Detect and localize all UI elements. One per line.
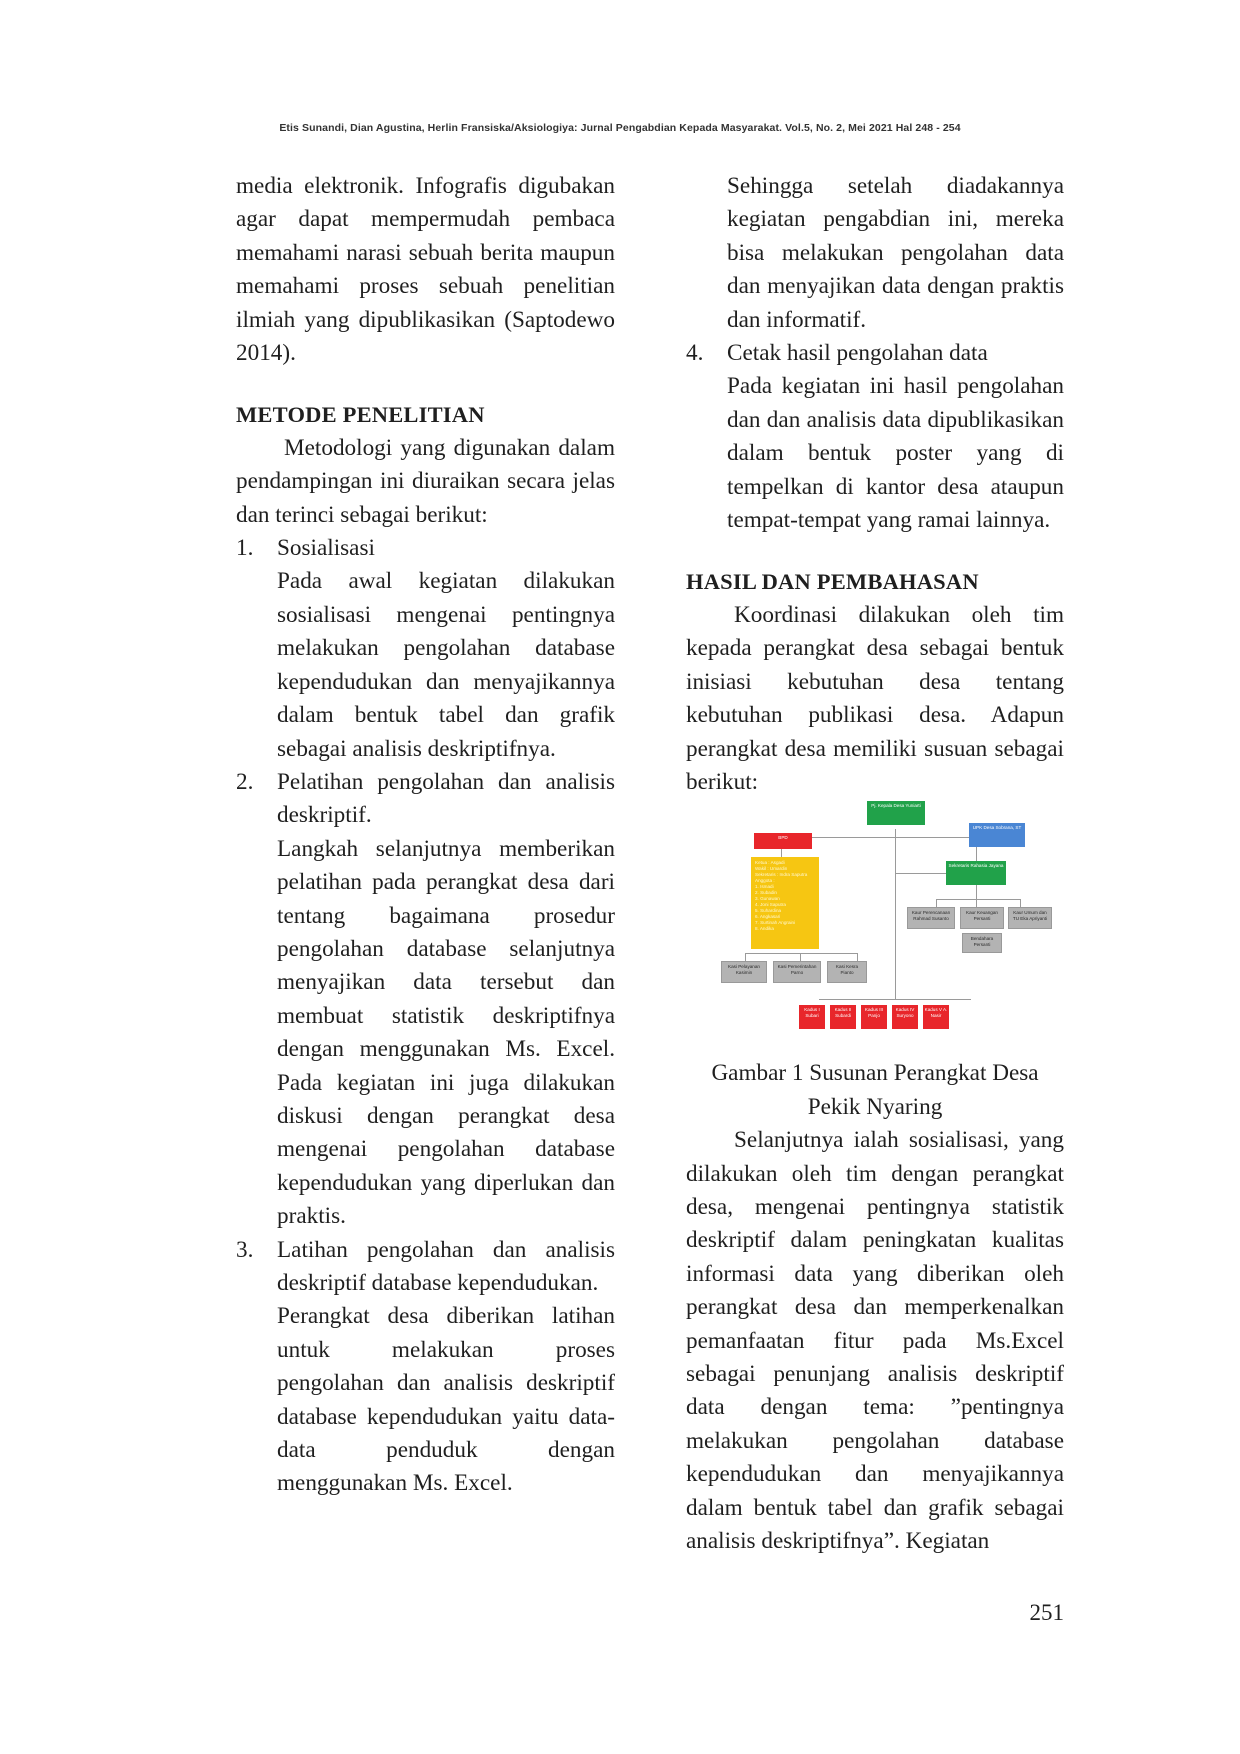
method-item-2 xyxy=(236,766,615,1234)
item-body: Langkah selanjutnya memberikan pelatihan pada perangkat desa dari tentang bagaimana prosedur pengolahan database selanjutnya menyajikan data tersebut dan membuat statistik deskriptifnya dengan menggunakan Ms. Excel. Pada kegiatan ini juga dilakukan diskusi dengan perangkat desa mengenai pengolahan database kependudukan yang diperlukan dan praktis. xyxy=(277,835,615,1230)
connector-line xyxy=(800,953,801,961)
section-heading-hasil: HASIL DAN PEMBAHASAN xyxy=(686,569,979,595)
closing-paragraph: Selanjutnya ialah sosialisasi, yang dilakukan oleh tim dengan perangkat desa, mengenai pentingnya statistik deskriptif dalam peningkatan kualitas informasi data yang diberikan oleh perangkat desa dan memperkenalkan pemanfaatan fitur pada Ms.Excel sebagai penunjang analisis deskriptif data dengan tema: ”pentingnya melakukan pengolahan database kependudukan dan menyajikannya dalam bentuk tabel dan grafik sebagai analisis deskriptifnya”. Kegiatan xyxy=(686,1127,1064,1554)
item-number: 4. xyxy=(686,340,704,367)
intro-paragraph: media elektronik. Infografis digubakan agar dapat mempermudah pembaca memahami narasi sebuah berita maupun memahami proses sebuah penelitian ilmiah yang dipublikasikan (Saptodewo 2014). xyxy=(236,173,615,367)
org-box-kadus-3: Kadus III Panjo xyxy=(861,1005,887,1029)
org-box-kaur-keuangan: Kaur Keuangan Persanti xyxy=(960,907,1004,929)
item-title: Latihan pengolahan dan analisis deskriptif database kependudukan. xyxy=(277,1236,615,1296)
connector-line xyxy=(936,899,937,907)
figure-caption-line2: Pekik Nyaring xyxy=(807,1093,943,1120)
org-box-upk-desa: UPK Desa Sobrana, ST xyxy=(969,823,1025,847)
continuation-paragraph: Sehingga setelah diadakannya kegiatan pengabdian ini, mereka bisa melakukan pengolahan data dan menyajikan data dengan praktis dan informatif. xyxy=(727,173,1064,333)
org-box-bpd-members: Ketua : Asgadi Wakil : Umardin Sekretaris : Indra Saputra Anggota : 1. Ismadi 2. Subadin 3. Gunawan 4. Joni Saputra 5. Suhardina 6. Angkasari 7. Surtinah Angraini 8. Andika xyxy=(751,857,819,949)
page-number: 251 xyxy=(1029,1600,1064,1625)
item-number: 1. xyxy=(236,535,254,562)
connector-line xyxy=(1020,899,1021,907)
item-title: Cetak hasil pengolahan data xyxy=(727,340,988,367)
results-paragraph: Koordinasi dilakukan oleh tim kepada perangkat desa sebagai bentuk inisiasi kebutuhan desa tentang kebutuhan publikasi desa. Adapun perangkat desa memiliki susuan sebagai berikut: xyxy=(686,601,1064,795)
org-box-kasi-pemerintahan: Kasi Pemerintahan Parno xyxy=(773,961,821,983)
org-box-kasi-pelayanan: Kasi Pelayanan Kasimin xyxy=(721,961,767,983)
item-body: Pada kegiatan ini hasil pengolahan dan dan analisis data dipublikasikan dalam bentuk poster yang di tempelkan di kantor desa ataupun tempat-tempat yang ramai lainnya. xyxy=(727,373,1064,534)
connector-line xyxy=(936,899,1020,900)
method-item-4 xyxy=(686,337,1064,537)
org-box-kasi-kesra: Kasi Kesra Pianto xyxy=(827,961,867,983)
item-body: Perangkat desa diberikan latihan untuk melakukan proses pengolahan dan analisis deskriptif database kependudukan yaitu data-data penduduk dengan menggunakan Ms. Excel. xyxy=(277,1303,615,1497)
org-box-kadus-1: Kadus I Subari xyxy=(799,1005,825,1029)
method-paragraph: Metodologi yang digunakan dalam pendampingan ini diuraikan secara jelas dan terinci sebagai berikut: xyxy=(236,434,615,528)
left-column xyxy=(236,170,615,1501)
org-box-kaur-perencanaan: Kaur Perencanaan Rahmad Susanto xyxy=(907,907,955,929)
running-head: Etis Sunandi, Dian Agustina, Herlin Fransiska/Aksiologiya: Jurnal Pengabdian Kepada Masyarakat. Vol.5, No. 2, Mei 2021 Hal 248 - 254 xyxy=(279,122,961,134)
item-title: Pelatihan pengolahan dan analisis deskriptif. xyxy=(277,768,615,829)
connector-line xyxy=(745,953,857,954)
org-box-bendahara: Bendahara Persanti xyxy=(962,933,1002,953)
item-body: Pada awal kegiatan dilakukan sosialisasi mengenai pentingnya melakukan pengolahan database kependudukan dan menyajikannya dalam bentuk tabel dan grafik sebagai analisis deskriptifnya. xyxy=(277,568,615,762)
figure-caption-line1: Gambar 1 Susunan Perangkat Desa xyxy=(711,1060,1039,1087)
org-box-kadus-2: Kadus II Subardi xyxy=(830,1005,856,1029)
connector-line xyxy=(745,953,746,961)
org-chart-figure xyxy=(728,799,1048,1047)
org-box-kadus-4: Kadus IV Suryono xyxy=(892,1005,918,1029)
connector-line xyxy=(857,953,858,961)
method-item-1 xyxy=(236,532,615,766)
right-column xyxy=(686,170,1064,1558)
connector-line xyxy=(895,829,896,999)
item-title: Sosialisasi xyxy=(277,535,375,562)
org-box-kadus-5: Kadus V A. Nasir xyxy=(923,1005,949,1029)
section-heading-metode: METODE PENELITIAN xyxy=(236,402,485,428)
org-box-sekretaris: Sekretaris Rahasia Jayana xyxy=(946,861,1006,885)
org-box-kaur-umum: Kaur Umum dan TU Eka Apriyanti xyxy=(1008,907,1052,929)
item-number: 3. xyxy=(236,1236,254,1263)
item-number: 2. xyxy=(236,768,254,795)
org-box-bpd: BPD xyxy=(754,833,812,849)
method-item-3 xyxy=(236,1234,615,1501)
org-box-kepala-desa: Pj. Kepala Desa Yuniarti xyxy=(867,801,925,825)
connector-line xyxy=(781,837,993,838)
connector-line xyxy=(819,999,971,1000)
